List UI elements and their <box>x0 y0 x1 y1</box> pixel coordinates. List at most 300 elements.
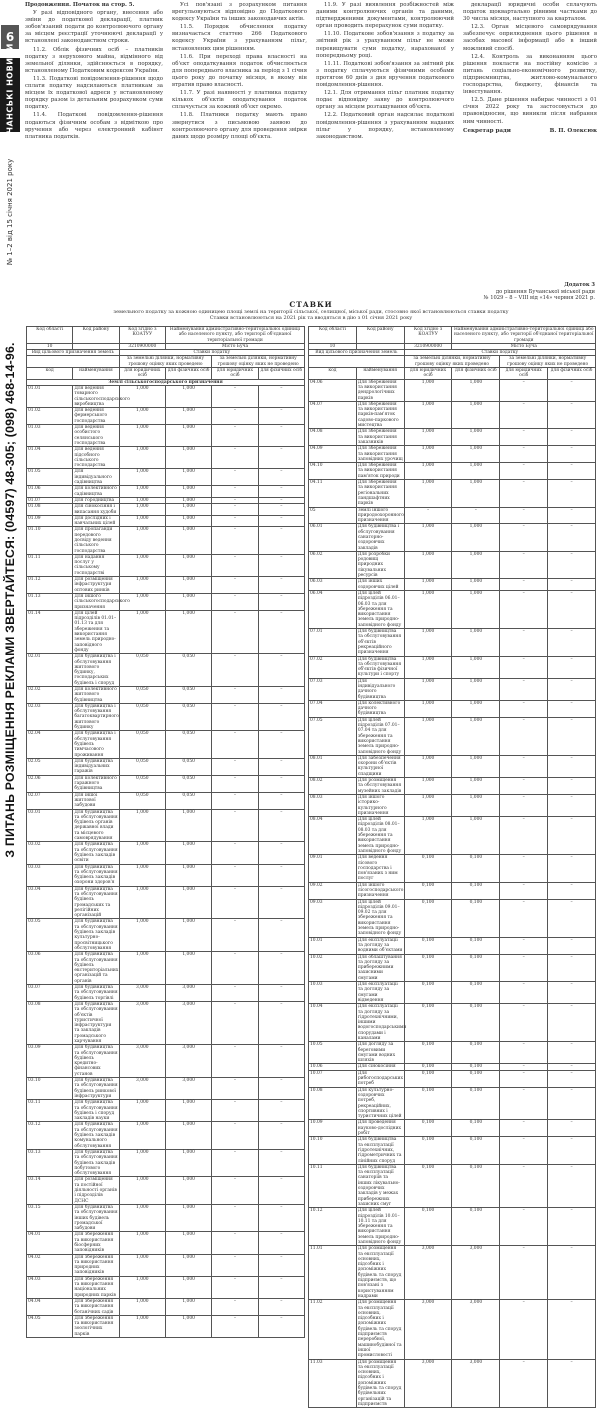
rate-cell: 1,000 <box>404 480 452 507</box>
code-cell: 03.12 <box>27 1122 73 1149</box>
rate-cell: – <box>548 982 596 1004</box>
name-cell: Для сінокосіння і випасання худоби <box>73 504 119 516</box>
rate-cell: 3,000 <box>165 985 211 1002</box>
rates-title: СТАВКИ <box>289 300 333 309</box>
paragraph: 12.4. Контроль за виконанням цього рішення покласти на постійну комісію з питань соціально-економічного розвитку, підприємництва, житлово-комунального господарства, бюджету, фінансів та інвестування. <box>463 53 597 96</box>
header-cell: для юридичних осіб <box>404 368 452 380</box>
rate-cell: 3,000 <box>452 1300 500 1359</box>
rates-period: Ставки встановлюються на 2021 рік та вводяться в дію з 01 січня 2021 року <box>209 315 413 322</box>
rate-cell: – <box>500 817 548 855</box>
rate-cell: – <box>212 985 258 1002</box>
rate-cell: – <box>212 758 258 775</box>
rate-cell: – <box>548 1070 596 1087</box>
rate-cell: – <box>258 1001 304 1044</box>
name-cell: Для цілей підрозділів 08.01–08.03 та для збереження та використання земель природно-заповідного фонду <box>356 817 404 855</box>
rate-cell: 0,050 <box>119 758 165 775</box>
code-cell: 02.06 <box>27 775 73 792</box>
header-cell: Місто Буча <box>165 343 304 349</box>
name-cell: Для іншого історико-культурного призначення <box>356 794 404 816</box>
name-cell: Для догляду за береговими смугами водних шляхів <box>356 1042 404 1064</box>
name-cell: Для розміщення та обслуговування музейних закладів <box>356 778 404 795</box>
table-row <box>27 486 305 498</box>
rate-cell: 0,100 <box>404 1164 452 1207</box>
table-row <box>309 590 596 628</box>
header-cell: 3210900000 <box>119 343 165 349</box>
rate-cell: – <box>500 700 548 717</box>
table-row <box>309 817 596 855</box>
table-row <box>27 385 305 407</box>
rate-cell: – <box>258 554 304 576</box>
rate-cell: – <box>258 1045 304 1078</box>
rate-cell: 3,000 <box>119 1078 165 1100</box>
header-cell: найменування <box>356 368 404 380</box>
table-row <box>309 700 596 717</box>
rate-cell: – <box>548 579 596 591</box>
rate-cell: – <box>548 899 596 937</box>
header-cell: для фізичних осіб <box>548 368 596 380</box>
table-row <box>309 778 596 795</box>
header-cell: для фізичних осіб <box>452 368 500 380</box>
rate-cell: – <box>548 794 596 816</box>
rate-cell: – <box>258 1204 304 1231</box>
paragraph: 11.11. Податкові зобов'язання за звітний рік з податку сплачуються фізичними особами протягом 60 днів з дня вручення податкового повідомлення-рішення. <box>316 60 454 89</box>
rate-cell: – <box>548 855 596 882</box>
code-cell: 03.05 <box>27 919 73 952</box>
rate-cell: 3,000 <box>404 1246 452 1300</box>
rate-cell: 1,000 <box>404 379 452 401</box>
rate-cell: – <box>212 1122 258 1149</box>
rate-cell: – <box>212 654 258 687</box>
rate-cell: 1,000 <box>119 864 165 886</box>
rate-cell: 3,000 <box>404 1359 452 1408</box>
article-column-3 <box>316 2 454 280</box>
rate-cell: 1,000 <box>165 919 211 952</box>
table-row <box>27 593 305 610</box>
rate-cell: – <box>548 717 596 755</box>
rate-cell: – <box>548 1246 596 1300</box>
name-cell: Для збереження та використання дендрологічних парків <box>356 379 404 401</box>
header-cell: за земельні ділянки, нормативну грошову оцінку яких проведено <box>119 356 212 368</box>
header-cell: код <box>309 368 357 380</box>
table-row <box>27 1177 305 1204</box>
rate-cell: 1,000 <box>404 755 452 777</box>
rate-cell: – <box>212 1315 258 1337</box>
rate-cell: – <box>258 731 304 758</box>
rate-cell: – <box>212 425 258 447</box>
code-cell: 04.04 <box>27 1298 73 1315</box>
rate-cell: – <box>548 507 596 524</box>
rate-cell: 0,050 <box>165 654 211 687</box>
name-cell: Для ведення особистого селянського господарства <box>73 425 119 447</box>
rate-cell: 0,100 <box>404 1120 452 1137</box>
rate-cell: – <box>212 1100 258 1122</box>
rate-cell: 0,100 <box>452 1064 500 1070</box>
paragraph: 12.1. Для отримання пільг платник податку подає відповідну заяву до контролюючого органу за місцем розташування об'єкта. <box>316 90 454 111</box>
rate-cell: – <box>258 985 304 1002</box>
code-cell: 04.06 <box>309 379 357 401</box>
rate-cell: 1,000 <box>452 551 500 578</box>
rate-cell: 1,000 <box>119 593 165 610</box>
rate-cell: – <box>212 731 258 758</box>
rate-cell: – <box>548 882 596 899</box>
code-cell: 10.05 <box>309 1042 357 1064</box>
header-cell: Код згідно з КОАТУУ <box>404 327 452 344</box>
side-strip <box>0 0 20 858</box>
rate-cell: 0,050 <box>119 775 165 792</box>
rate-cell: 3,000 <box>165 1001 211 1044</box>
rate-cell: – <box>548 700 596 717</box>
rate-cell: 1,000 <box>119 554 165 576</box>
rate-cell: 3,000 <box>165 1045 211 1078</box>
rate-cell: 1,000 <box>404 551 452 578</box>
rate-cell: 1,000 <box>165 1204 211 1231</box>
header-cell: Код району <box>356 327 404 344</box>
code-cell: 03.08 <box>27 1001 73 1044</box>
header-cell: 10 <box>27 343 73 349</box>
name-cell: Для дослідних і навчальних цілей <box>73 515 119 527</box>
rate-cell: – <box>258 1276 304 1298</box>
rate-cell: – <box>500 1359 548 1408</box>
rate-cell: – <box>212 527 258 554</box>
rate-cell: – <box>212 554 258 576</box>
table-row <box>27 408 305 425</box>
rate-cell: – <box>258 447 304 469</box>
rate-cell: – <box>258 1122 304 1149</box>
name-cell: Для культурно-оздоровчих потреб, рекреаційних, спортивних і туристичних цілей <box>356 1087 404 1120</box>
article-column-2 <box>172 2 307 280</box>
name-cell: Для збереження та використання регіональних ландшафтних парків <box>356 480 404 507</box>
rate-cell: 0,050 <box>119 654 165 687</box>
rate-cell: 0,050 <box>119 792 165 809</box>
rate-cell: – <box>212 408 258 425</box>
table-row <box>27 1122 305 1149</box>
rate-cell: 0,100 <box>404 882 452 899</box>
rate-cell: – <box>548 1042 596 1064</box>
rate-cell: 1,000 <box>452 446 500 463</box>
name-cell: Для сінокосіння <box>356 1064 404 1070</box>
rate-cell: 1,000 <box>452 524 500 551</box>
rate-cell: 0,100 <box>404 1137 452 1164</box>
rate-cell: – <box>548 429 596 446</box>
table-row <box>27 447 305 469</box>
rate-cell: – <box>212 1232 258 1254</box>
rate-cell: – <box>548 656 596 678</box>
rate-cell: – <box>548 379 596 401</box>
code-cell: 01.08 <box>27 504 73 516</box>
header-cell: Ставки податку <box>119 350 304 356</box>
rates-table-left <box>26 326 305 1338</box>
appendix-note <box>455 282 595 302</box>
table-row <box>27 1149 305 1176</box>
code-cell: 01.07 <box>27 497 73 503</box>
rate-cell: – <box>548 755 596 777</box>
rate-cell: – <box>404 507 452 524</box>
table-row <box>309 446 596 463</box>
rate-cell: – <box>258 654 304 687</box>
table-row <box>309 1300 596 1359</box>
code-cell: 08.04 <box>309 817 357 855</box>
name-cell: Землі іншого природоохоронного призначення <box>357 507 404 524</box>
rate-cell: – <box>500 1087 548 1120</box>
header-cell: Код області <box>27 327 73 344</box>
rate-cell: 1,000 <box>452 463 500 480</box>
name-cell: Для колективного гаражного будівництва <box>73 775 119 792</box>
section-cell: Землі сільськогосподарського призначення <box>27 379 305 385</box>
rate-cell: – <box>500 1137 548 1164</box>
rate-cell: – <box>212 385 258 407</box>
code-cell: 02.05 <box>27 758 73 775</box>
name-cell: Для будівництва та обслуговування інших будівель громадської забудови <box>74 1204 118 1232</box>
rate-cell: – <box>212 504 258 516</box>
rate-cell: 1,000 <box>119 469 165 486</box>
rate-cell: 1,000 <box>119 1122 165 1149</box>
name-cell: Для збереження та використання природних заповідників <box>73 1254 119 1276</box>
code-cell: 09.02 <box>309 882 357 899</box>
rate-cell: 1,000 <box>119 1100 165 1122</box>
rate-cell: – <box>258 577 304 594</box>
name-cell: Для іншого лісогосподарського призначення <box>357 882 404 899</box>
code-cell: 03.06 <box>27 952 73 985</box>
rate-cell: – <box>452 507 500 524</box>
appendix-number: Додаток 3 <box>564 282 595 288</box>
rate-cell: – <box>212 497 258 503</box>
rate-cell: 1,000 <box>452 794 500 816</box>
rate-cell: – <box>258 919 304 952</box>
rate-cell: – <box>548 463 596 480</box>
name-cell: Для цілей підрозділів 01.01–01.13 та для збереження та використання земель природно-заповідного фонду <box>73 610 119 653</box>
header-cell: Ставки податку <box>404 350 595 356</box>
rate-cell: – <box>212 515 258 527</box>
name-cell: Для цілей підрозділів 07.01–07.04 та для збереження та використання земель природно-заповідного фонду <box>356 717 404 755</box>
paragraph: У разі відповідного органу, внесення або зміни до податкової декларації, платник зобов'язаний подати до контролюючого органу за місцем реєстрації уточнюючі декларації у встановлені законодавством строки. <box>25 10 163 45</box>
code-cell: 06.02 <box>309 551 357 578</box>
code-cell: 10.07 <box>309 1070 357 1087</box>
rate-cell: 1,000 <box>119 1204 165 1231</box>
code-cell: 02.01 <box>27 654 73 687</box>
rate-cell: 3,000 <box>165 1078 211 1100</box>
rate-cell: – <box>548 551 596 578</box>
appendix-decision: № 1029 – 8 – VIII від «14» червня 2021 р. <box>483 295 595 302</box>
rate-cell: 1,000 <box>404 401 452 428</box>
code-cell: 03.04 <box>27 886 73 919</box>
rate-cell: 1,000 <box>404 817 452 855</box>
rate-cell: – <box>548 1208 596 1246</box>
table-header-row <box>27 368 305 380</box>
table-row <box>27 577 305 594</box>
rate-cell: 1,000 <box>119 447 165 469</box>
code-cell: 06.04 <box>309 590 357 628</box>
rate-cell: 0,100 <box>404 982 452 1004</box>
rate-cell: – <box>500 507 548 524</box>
rate-cell: – <box>258 1298 304 1315</box>
rate-cell: 1,000 <box>165 1177 211 1204</box>
rate-cell: – <box>500 678 548 700</box>
code-cell: 09.03 <box>309 899 357 937</box>
code-cell: 03.03 <box>27 864 73 886</box>
rate-cell: 0,100 <box>452 1004 500 1042</box>
paragraph: 11.2. Облік фізичних осіб – платників податку з нерухомого майна, відмінного від земельної ділянки, здійснюється в порядку, встановленому Податковим кодексом України. <box>25 46 163 74</box>
code-cell: 11.03 <box>309 1359 357 1408</box>
paragraph: 11.3. Податкові повідомлення-рішення щодо сплати податку надсилаються платникам за місцем їх податкової адреси у встановленому порядку разом із детальним розрахунком суми податку. <box>25 75 163 111</box>
rate-cell: – <box>258 792 304 809</box>
name-cell: Для будівництва та обслуговування будівель ринкової інфраструктури <box>74 1078 118 1099</box>
rate-cell: – <box>258 1177 304 1204</box>
rate-cell: – <box>258 952 304 985</box>
code-cell: 04.08 <box>309 429 357 446</box>
rate-cell: 1,000 <box>404 778 452 795</box>
header-cell: для фізичних осіб <box>165 368 211 380</box>
table-row <box>27 1254 305 1276</box>
rate-cell: – <box>212 1177 258 1204</box>
rate-cell: 0,100 <box>404 1070 452 1087</box>
table-row <box>309 937 596 954</box>
name-cell: Для будівництва та експлуатації гідротехнічних, гідрометричних та лінійних споруд <box>356 1137 404 1164</box>
code-cell: 10.03 <box>309 982 357 1004</box>
code-cell: 04.11 <box>309 480 357 507</box>
code-cell: 10.08 <box>309 1087 357 1120</box>
rate-cell: 1,000 <box>165 497 211 503</box>
rate-cell: 1,000 <box>165 1100 211 1122</box>
appendix-ref: до рішення Бучанської міської ради <box>495 288 595 295</box>
rate-cell: 1,000 <box>404 629 452 656</box>
table-row <box>27 775 305 792</box>
table-row <box>309 794 596 816</box>
table-row <box>309 480 596 507</box>
rate-cell: 0,100 <box>404 1087 452 1120</box>
rate-cell: 1,000 <box>119 1254 165 1276</box>
rate-cell: – <box>258 408 304 425</box>
rate-cell: 1,000 <box>165 1254 211 1276</box>
name-cell: Для цілей підрозділів 06.01–06.03 та для збереження та використання земель природно-заповідного фонду <box>356 590 404 628</box>
table-row <box>27 1001 305 1044</box>
rate-cell: 1,000 <box>165 577 211 594</box>
paragraph: Продовження. Початок на стор. 5. <box>25 2 135 8</box>
rate-cell: 1,000 <box>165 809 211 842</box>
code-cell: 06.03 <box>309 579 357 591</box>
paragraph: 11.9. У разі виявлення розбіжностей між даними контролюючих органів та даними, підтвердженими документами, контролюючий орган проводить перерахунок суми податку. <box>316 2 454 30</box>
name-cell: Для будівництва та обслуговування будівель закладів охорони здоров'я <box>74 864 118 886</box>
rate-cell: 1,000 <box>119 385 165 407</box>
rate-cell: 0,100 <box>452 1087 500 1120</box>
rate-cell: – <box>548 937 596 954</box>
rate-cell: 1,000 <box>119 577 165 594</box>
name-cell: Для цілей підрозділів 10.01–10.11 та для збереження та використання земель природно-заповідного фонду <box>356 1208 404 1246</box>
code-cell: 01.09 <box>27 515 73 527</box>
rate-cell: 3,000 <box>404 1300 452 1359</box>
name-cell: Для іншої житлової забудови <box>73 792 119 809</box>
rate-cell: 1,000 <box>452 678 500 700</box>
name-cell: Для збереження та використання пам'яток природи <box>356 463 404 480</box>
rate-cell: – <box>500 1004 548 1042</box>
name-cell: Для експлуатації та догляду за водними об'єктами <box>357 937 403 954</box>
header-cell: для юридичних осіб <box>212 368 258 380</box>
table-row <box>27 554 305 576</box>
rate-cell: 0,050 <box>165 731 211 758</box>
rate-cell: 0,050 <box>119 731 165 758</box>
rate-cell: 1,000 <box>452 379 500 401</box>
rate-cell: – <box>258 842 304 864</box>
code-cell: 01.01 <box>27 385 73 407</box>
rate-cell: – <box>212 593 258 610</box>
code-cell: 07.04 <box>309 700 357 717</box>
name-cell: Для збереження та використання парків-пам'яток садово-паркового мистецтва <box>356 401 404 428</box>
code-cell: 05 <box>309 507 357 524</box>
rate-cell: – <box>548 480 596 507</box>
code-cell: 03.11 <box>27 1100 73 1122</box>
table-row <box>309 899 596 937</box>
rate-cell: 3,000 <box>452 1246 500 1300</box>
newspaper-brand <box>0 43 20 147</box>
rate-cell: 0,050 <box>165 687 211 704</box>
table-row <box>27 610 305 653</box>
table-row <box>27 1298 305 1315</box>
rate-cell: – <box>258 864 304 886</box>
rate-cell: 0,100 <box>404 1042 452 1064</box>
code-cell: 04.07 <box>309 401 357 428</box>
rate-cell: – <box>500 1120 548 1137</box>
rate-cell: – <box>212 919 258 952</box>
rate-cell: 0,100 <box>452 937 500 954</box>
header-cell: за земельні ділянки, нормативну грошову оцінку яких не проведено <box>500 356 596 368</box>
name-cell: Для будівництва та обслуговування об'єктів фізичної культури і спорту <box>356 656 404 678</box>
name-cell: Для колективного садівництва <box>73 486 119 498</box>
header-cell: найменування <box>73 368 119 380</box>
rate-cell: – <box>500 1246 548 1300</box>
rate-cell: – <box>500 480 548 507</box>
rate-cell: 1,000 <box>119 408 165 425</box>
name-cell: Для будівництва та обслуговування будівель і споруд закладів науки <box>74 1100 118 1122</box>
rate-cell: – <box>500 579 548 591</box>
header-cell: для юридичних осіб <box>119 368 165 380</box>
table-row <box>27 703 305 730</box>
table-row <box>27 504 305 516</box>
name-cell: Для збереження та використання заказників <box>356 429 404 446</box>
code-cell: 03.13 <box>27 1149 73 1176</box>
table-row <box>309 982 596 1004</box>
name-cell: Для цілей підрозділів 09.01–09.02 та для збереження та використання земель природно-заповідного фонду <box>356 899 404 937</box>
rate-cell: – <box>212 842 258 864</box>
signature <box>463 128 597 135</box>
code-cell: 01.02 <box>27 408 73 425</box>
code-cell: 02.02 <box>27 687 73 704</box>
rate-cell: 1,000 <box>119 504 165 516</box>
rate-cell: 1,000 <box>404 678 452 700</box>
rate-cell: 0,050 <box>165 792 211 809</box>
rate-cell: 1,000 <box>165 1149 211 1176</box>
code-cell: 01.05 <box>27 469 73 486</box>
rate-cell: – <box>548 401 596 428</box>
rate-cell: 1,000 <box>165 864 211 886</box>
name-cell: Для експлуатації та догляду за гідротехнічними, іншими водогосподарськими спорудами і каналами <box>357 1004 407 1041</box>
header-cell: Вид цільового призначення земель <box>27 350 120 356</box>
rate-cell: 1,000 <box>404 590 452 628</box>
code-cell: 01.11 <box>27 554 73 576</box>
table-row <box>27 469 305 486</box>
table-row <box>309 1164 596 1207</box>
name-cell: Для іншого сільськогосподарського призначення <box>74 593 130 610</box>
rate-cell: 1,000 <box>452 755 500 777</box>
rate-cell: – <box>212 1204 258 1231</box>
table-row <box>309 379 596 401</box>
name-cell: Для індивідуального садівництва <box>73 469 119 486</box>
rate-cell: 1,000 <box>404 717 452 755</box>
rate-cell: – <box>258 469 304 486</box>
name-cell: Для будівництва та обслуговування об'єктів рекреаційного призначення <box>356 629 404 656</box>
name-cell: Для будівництва та експлуатації санаторіїв та інших лікувально-оздоровчих закладів у межах прибережних захисних смуг <box>356 1164 404 1207</box>
rate-cell: – <box>258 527 304 554</box>
table-row <box>309 551 596 578</box>
name-cell: Для ведення підсобного сільського господарства <box>73 447 119 469</box>
